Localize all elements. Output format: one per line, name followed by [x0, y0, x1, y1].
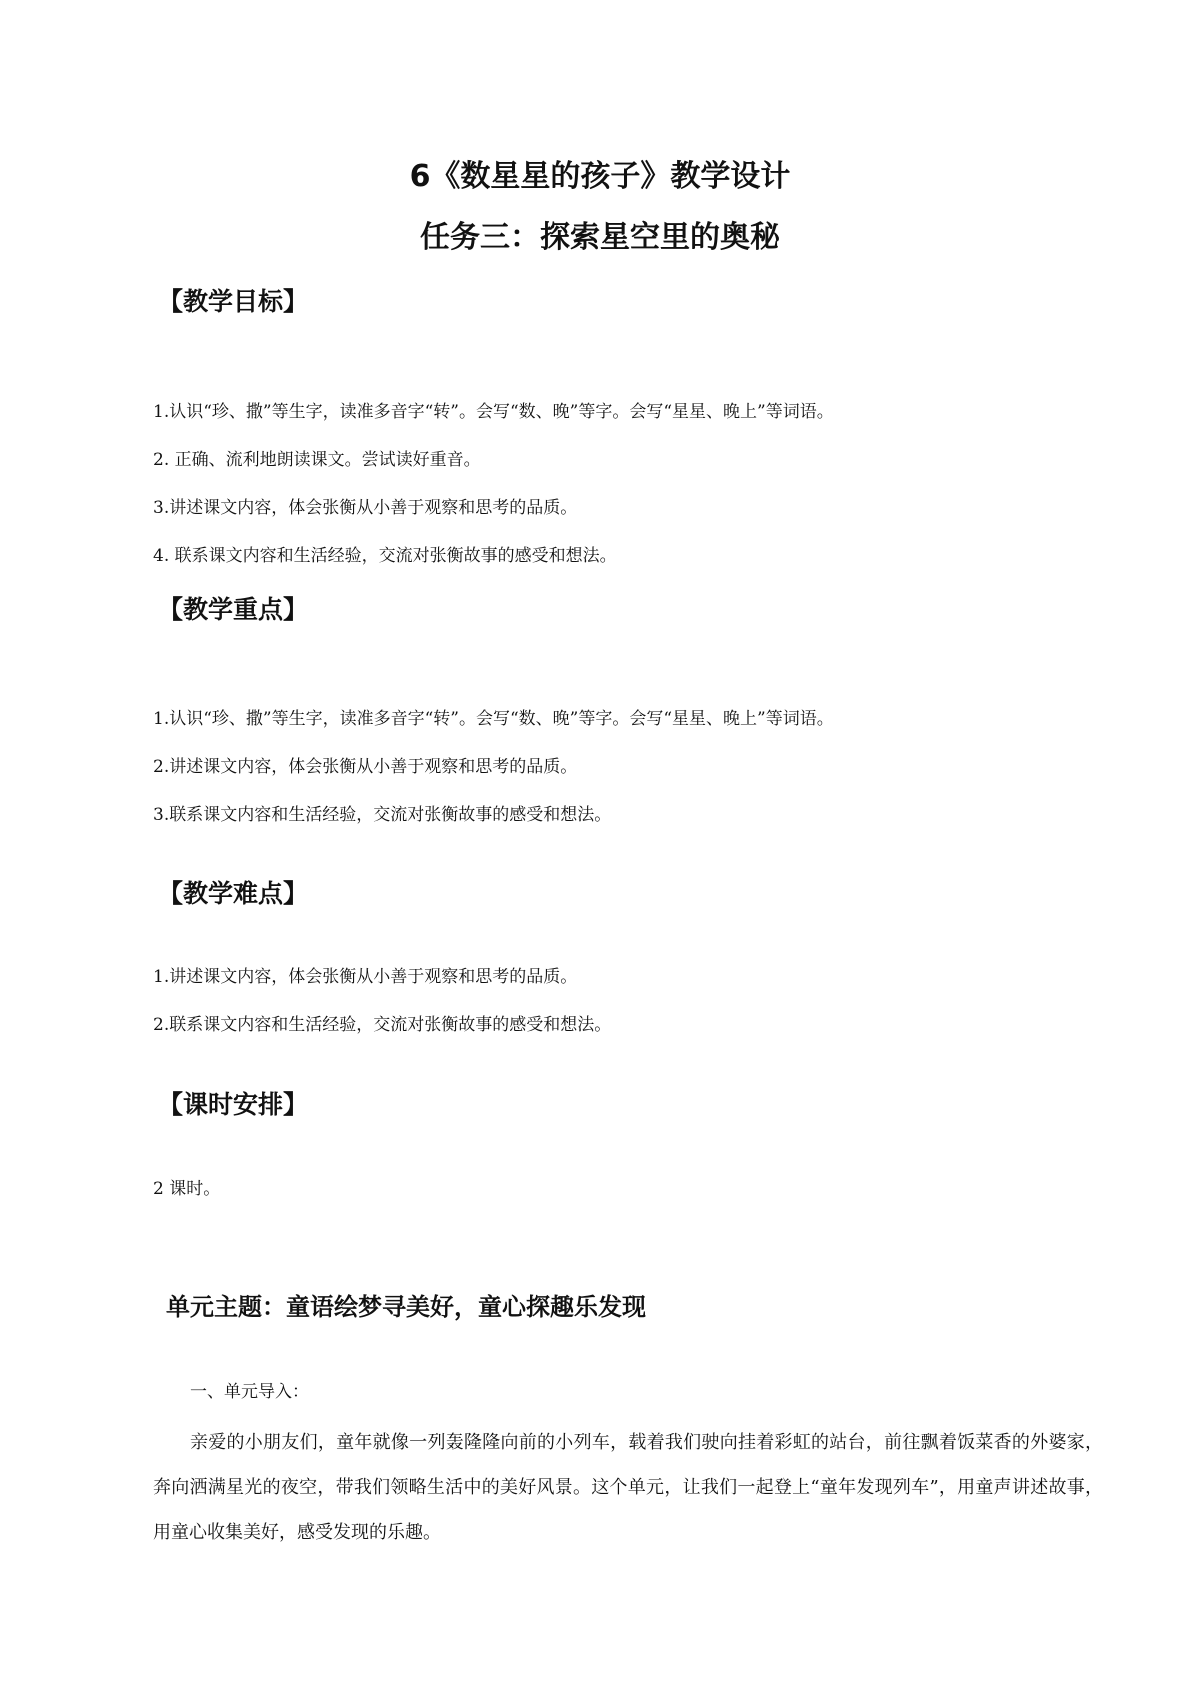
document-subtitle: 任务三：探索星空里的奥秘 — [420, 220, 780, 255]
difficulties-list — [153, 965, 611, 1038]
key-points-list — [153, 707, 834, 828]
list-item: 3.联系课文内容和生活经验，交流对张衡故事的感受和想法。 — [153, 805, 612, 825]
schedule-list — [153, 1177, 220, 1202]
list-item: 3.讲述课文内容，体会张衡从小善于观察和思考的品质。 — [153, 498, 578, 518]
list-item: 1.认识“珍、撒”等生字，读准多音字“转”。会写“数、晚”等字。会写“星星、晚上”等词语。 — [153, 402, 834, 422]
unit-intro-heading: 一、单元导入： — [190, 1382, 309, 1402]
list-item: 2.联系课文内容和生活经验，交流对张衡故事的感受和想法。 — [153, 1015, 612, 1035]
unit-intro-paragraph: 亲爱的小朋友们，童年就像一列轰隆隆向前的小列车，载着我们驶向挂着彩虹的站台，前往飘着饭菜香的外婆家，奔向洒满星光的夜空，带我们领略生活中的美好风景。这个单元，让我们一起登上“童年发现列车”，用童声讲述故事，用童心收集美好，感受发现的乐趣。 — [153, 1432, 1103, 1543]
objectives-list — [153, 400, 834, 569]
schedule-heading: 【课时安排】 — [158, 1090, 309, 1119]
document-title: 6《数星星的孩子》教学设计 — [409, 159, 791, 194]
list-item: 4. 联系课文内容和生活经验，交流对张衡故事的感受和想法。 — [153, 546, 617, 566]
key-points-heading: 【教学重点】 — [158, 595, 309, 624]
list-item: 1.讲述课文内容，体会张衡从小善于观察和思考的品质。 — [153, 967, 578, 987]
objectives-heading: 【教学目标】 — [158, 287, 309, 316]
list-item: 2. 正确、流利地朗读课文。尝试读好重音。 — [153, 450, 481, 470]
difficulties-heading: 【教学难点】 — [158, 879, 309, 908]
schedule-text: 2 课时。 — [153, 1179, 221, 1199]
list-item: 2.讲述课文内容，体会张衡从小善于观察和思考的品质。 — [153, 757, 578, 777]
unit-theme: 单元主题：童语绘梦寻美好，童心探趣乐发现 — [166, 1293, 646, 1321]
list-item: 1.认识“珍、撒”等生字，读准多音字“转”。会写“数、晚”等字。会写“星星、晚上”等词语。 — [153, 709, 834, 729]
